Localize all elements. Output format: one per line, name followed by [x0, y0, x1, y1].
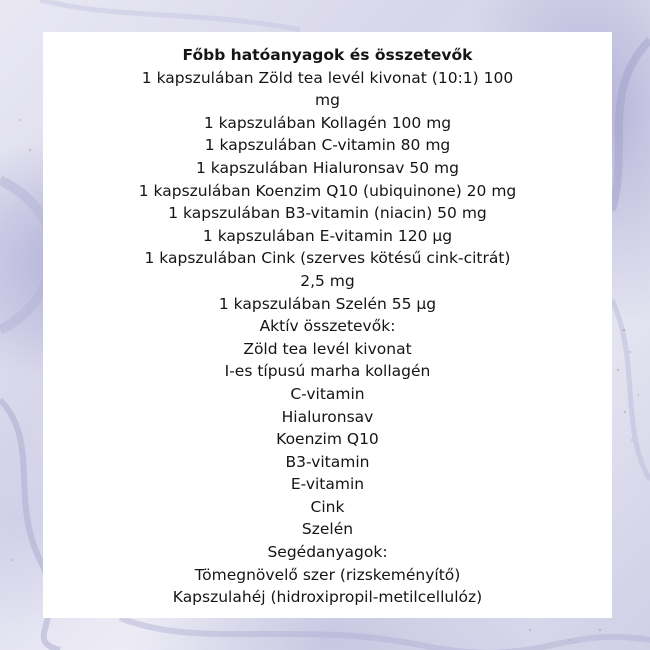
dose-line-vitamin-c: 1 kapszulában C-vitamin 80 mg	[204, 136, 451, 155]
active-ingredient-item: Zöld tea levél kivonat	[243, 339, 412, 358]
active-ingredient-item: Hialuronsav	[281, 407, 374, 426]
excipient-item: Kapszulahéj (hidroxipropil-metilcellulóz)	[172, 588, 483, 607]
active-ingredient-item: I-es típusú marha kollagén	[224, 362, 431, 381]
dose-line-vitamin-e: 1 kapszulában E-vitamin 120 µg	[202, 226, 453, 245]
dose-line-zinc-amount: 2,5 mg	[300, 271, 355, 290]
dose-line-selenium: 1 kapszulában Szelén 55 µg	[218, 294, 437, 313]
dose-line-zinc: 1 kapszulában Cink (szerves kötésű cink-citrát)	[144, 249, 511, 268]
active-ingredient-item: Cink	[310, 497, 345, 516]
ingredients-card	[43, 32, 612, 618]
ingredients-list	[43, 67, 612, 609]
active-ingredient-item: B3-vitamin	[285, 452, 370, 471]
dose-line-vitamin-b3: 1 kapszulában B3-vitamin (niacin) 50 mg	[168, 204, 487, 223]
active-ingredient-item: Szelén	[301, 520, 354, 539]
active-ingredient-item: C-vitamin	[290, 384, 365, 403]
dose-line-green-tea-unit: mg	[315, 91, 340, 110]
active-ingredient-item: Koenzim Q10	[276, 430, 379, 449]
dose-line-green-tea: 1 kapszulában Zöld tea levél kivonat (10:1) 100	[141, 68, 514, 87]
excipients-heading: Segédanyagok:	[267, 543, 388, 562]
active-ingredients-heading: Aktív összetevők:	[259, 317, 396, 336]
dose-line-hyaluronic-acid: 1 kapszulában Hialuronsav 50 mg	[196, 158, 459, 177]
dose-line-collagen: 1 kapszulában Kollagén 100 mg	[203, 113, 452, 132]
excipient-item: Tömegnövelő szer (rizskeményítő)	[194, 565, 461, 584]
active-ingredient-item: E-vitamin	[290, 475, 365, 494]
dose-line-coenzyme-q10: 1 kapszulában Koenzim Q10 (ubiquinone) 20 mg	[138, 181, 517, 200]
ingredients-title: Főbb hatóanyagok és összetevők	[182, 46, 473, 64]
